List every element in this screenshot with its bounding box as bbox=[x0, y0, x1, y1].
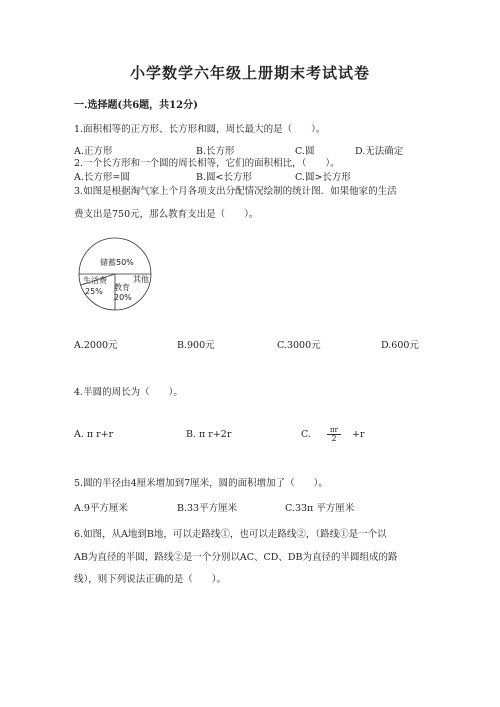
q3-option-c: C.3000元 bbox=[277, 340, 321, 351]
fraction-denominator: 2 bbox=[331, 434, 337, 443]
fraction-numerator: πr bbox=[327, 426, 341, 435]
pie-label-education-name: 教育 bbox=[114, 283, 130, 292]
question-2-text: 2.一个长方形和一个圆的周长相等，它们的面积相比，（ ）。 bbox=[74, 158, 340, 169]
q5-option-a: A.9平方厘米 bbox=[74, 503, 128, 514]
q1-option-a: A.正方形 bbox=[74, 146, 113, 157]
q1-option-b: B.长方形 bbox=[196, 146, 235, 157]
pie-label-education-value: 20% bbox=[114, 293, 132, 302]
question-4-text: 4.半圆的周长为（ ）。 bbox=[74, 387, 183, 398]
q4-option-c-prefix: C. bbox=[301, 429, 311, 440]
q3-option-d: D.600元 bbox=[381, 340, 419, 351]
question-6-line-3: 线），则下列说法正确的是（ ）。 bbox=[74, 574, 227, 585]
pie-label-savings: 储蓄50% bbox=[100, 258, 134, 267]
q1-option-c: C.圆 bbox=[295, 146, 315, 157]
q4-option-c-fraction bbox=[327, 426, 341, 443]
q4-option-b: B. π r+2r bbox=[186, 429, 232, 440]
q3-option-a: A.2000元 bbox=[74, 340, 118, 351]
question-1-text: 1.面积相等的正方形、长方形和圆，周长最大的是（ ）。 bbox=[74, 124, 326, 135]
question-3-line-2: 费支出是750元，那么教育支出是（ ）。 bbox=[74, 209, 259, 220]
section-heading: 一.选择题(共6题，共12分) bbox=[74, 100, 198, 111]
pie-label-living-name: 生活费 bbox=[83, 276, 107, 285]
q5-option-c: C.33π 平方厘米 bbox=[285, 503, 355, 514]
q5-option-b: B.33平方厘米 bbox=[177, 503, 238, 514]
q2-option-b: B.圆<长方形 bbox=[196, 172, 252, 183]
pie-label-living-value: 25% bbox=[85, 287, 103, 296]
q4-option-a: A. π r+r bbox=[74, 429, 114, 440]
q1-option-d: D.无法确定 bbox=[355, 146, 404, 157]
question-6-line-1: 6.如图，从A地到B地，可以走路线①，也可以走路线②，（路线①是一个以 bbox=[74, 529, 387, 540]
expense-pie-chart bbox=[74, 236, 158, 316]
question-5-text: 5.圆的半径由4厘米增加到7厘米，圆的面积增加了（ ）。 bbox=[74, 478, 328, 489]
q4-option-c-suffix: +r bbox=[352, 429, 365, 440]
question-3-line-1: 3.如图是根据淘气家上个月各项支出分配情况绘制的统计图．如果他家的生活 bbox=[74, 186, 397, 197]
q2-option-a: A.长方形=圆 bbox=[74, 172, 130, 183]
q2-option-c: C.圆>长方形 bbox=[295, 172, 351, 183]
question-6-line-2: AB为直径的半圆，路线②是一个分别以AC、CD、DB为直径的半圆组成的路 bbox=[74, 552, 398, 563]
q3-option-b: B.900元 bbox=[177, 340, 215, 351]
pie-label-other: 其他 bbox=[133, 275, 149, 284]
page-title: 小学数学六年级上册期末考试试卷 bbox=[129, 64, 370, 82]
